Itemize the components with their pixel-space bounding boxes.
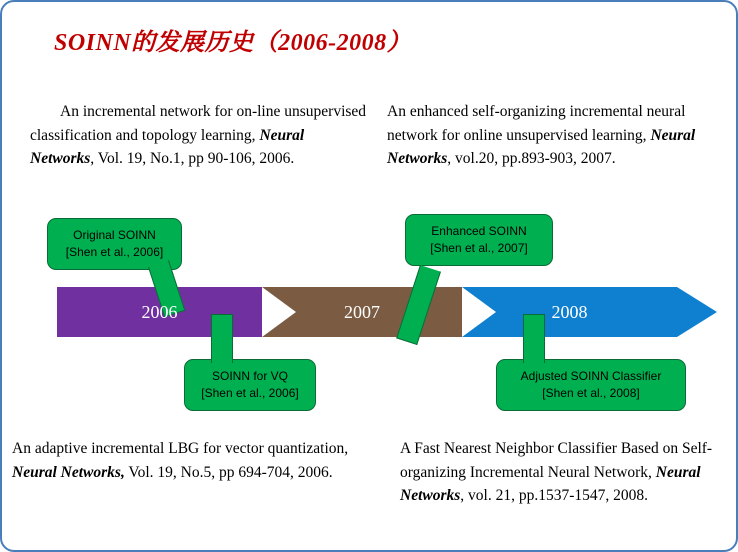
- reference-journal: Neural Networks: [387, 126, 696, 168]
- callout-title: SOINN for VQ: [211, 369, 288, 383]
- callout-title: Enhanced SOINN: [431, 224, 527, 238]
- reference-journal: Neural Networks: [400, 463, 701, 505]
- callout-soinn-for-vq: [184, 359, 316, 411]
- reference-text-part1: An enhanced self-organizing incremental neural network for online unsupervised learning,: [387, 103, 686, 144]
- page-title: SOINN的发展历史（2006-2008）: [54, 30, 412, 56]
- callout-tail: [523, 314, 545, 363]
- reference-journal: Neural Networks,: [12, 463, 125, 481]
- reference-journal: Neural Networks: [30, 126, 305, 168]
- reference-top-right: [387, 100, 717, 171]
- callout-citation: [Shen et al., 2008]: [542, 386, 640, 401]
- timeline-segment-label: 2008: [551, 301, 588, 322]
- callout-citation: [Shen et al., 2007]: [430, 241, 528, 256]
- timeline-arrowhead-icon: [677, 287, 717, 337]
- callout-enhanced-soinn: [405, 214, 553, 266]
- timeline-segment-label: 2006: [141, 301, 178, 322]
- timeline-segment-label: 2007: [344, 301, 380, 322]
- callout-title: Original SOINN: [73, 228, 156, 242]
- reference-bottom-right: [400, 437, 720, 508]
- callout-citation: [Shen et al., 2006]: [201, 386, 299, 401]
- callout-original-soinn: [47, 218, 182, 270]
- callout-title: Adjusted SOINN Classifier: [520, 369, 662, 383]
- reference-text-part1: An incremental network for on-line unsupervised classification and topology learning,: [30, 103, 367, 144]
- callout-tail: [211, 314, 233, 363]
- timeline-segment-2008: [462, 287, 677, 337]
- reference-text-part2: , Vol. 19, No.1, pp 90-106, 2006.: [90, 150, 295, 168]
- reference-text-part2: Vol. 19, No.5, pp 694-704, 2006.: [124, 463, 333, 481]
- reference-bottom-left: [12, 437, 362, 484]
- reference-text-part1: An adaptive incremental LBG for vector quantization,: [12, 440, 349, 457]
- reference-top-left: [30, 100, 370, 171]
- reference-text-part2: , vol. 21, pp.1537-1547, 2008.: [460, 487, 649, 505]
- reference-text-part1: A Fast Nearest Neighbor Classifier Based on Self-organizing Incremental Neural Network,: [400, 440, 713, 481]
- reference-text-part2: , vol.20, pp.893-903, 2007.: [447, 150, 616, 168]
- callout-adjusted-soinn-classifier: [496, 359, 686, 411]
- callout-citation: [Shen et al., 2006]: [65, 245, 164, 260]
